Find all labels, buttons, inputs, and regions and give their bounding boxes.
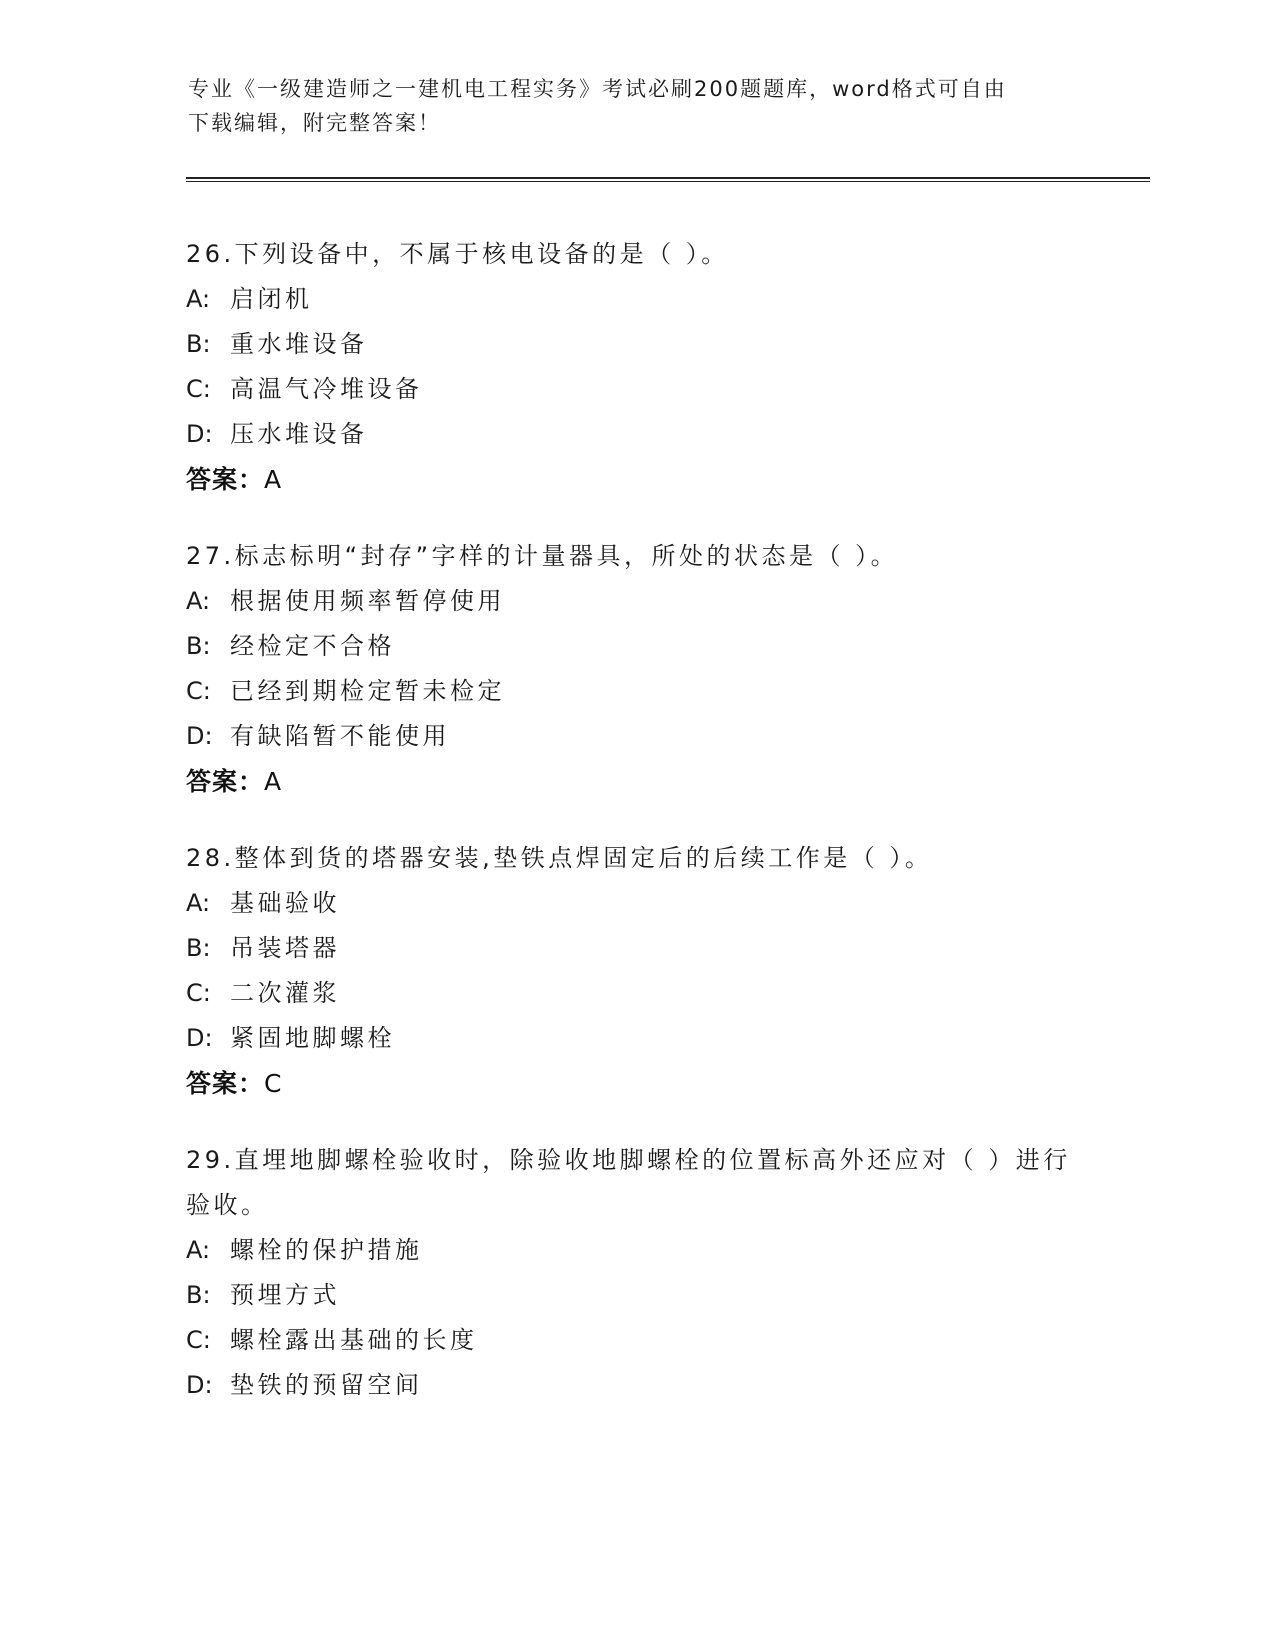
option-b <box>186 624 1086 669</box>
option-d <box>186 714 1086 759</box>
option-d <box>186 1363 1086 1408</box>
option-key: C: <box>186 979 211 1007</box>
option-c <box>186 669 1086 714</box>
option-text: 已经到期检定暂未检定 <box>230 677 505 705</box>
question-27 <box>186 534 1086 804</box>
question-stem: 29.直埋地脚螺栓验收时，除验收地脚螺栓的位置标高外还应对（ ）进行验收。 <box>186 1146 1071 1219</box>
header-divider <box>186 177 1150 182</box>
answer-value: A <box>264 767 283 796</box>
question-29 <box>186 1138 1086 1408</box>
option-d <box>186 412 1086 457</box>
question-28 <box>186 836 1086 1106</box>
option-text: 启闭机 <box>230 285 313 313</box>
option-key: D: <box>186 1024 213 1052</box>
option-d <box>186 1016 1086 1061</box>
option-key: B: <box>186 632 211 660</box>
option-key: B: <box>186 934 211 962</box>
option-text: 螺栓露出基础的长度 <box>230 1326 478 1354</box>
option-text: 根据使用频率暂停使用 <box>230 587 505 615</box>
header-line-2: 下载编辑，附完整答案！ <box>188 111 441 135</box>
option-a <box>186 881 1086 926</box>
option-key: A: <box>186 587 211 615</box>
option-a <box>186 1228 1086 1273</box>
answer-label: 答案： <box>186 767 265 796</box>
answer-line <box>186 1061 1086 1106</box>
option-c <box>186 367 1086 412</box>
option-text: 预埋方式 <box>230 1281 340 1309</box>
option-key: A: <box>186 285 211 313</box>
question-stem: 28.整体到货的塔器安装,垫铁点焊固定后的后续工作是（ ）。 <box>186 844 933 872</box>
option-text: 有缺陷暂不能使用 <box>230 722 450 750</box>
option-b <box>186 322 1086 367</box>
option-text: 经检定不合格 <box>230 632 395 660</box>
option-text: 二次灌浆 <box>230 979 340 1007</box>
option-b <box>186 926 1086 971</box>
option-text: 吊装塔器 <box>230 934 340 962</box>
option-c <box>186 971 1086 1016</box>
option-b <box>186 1273 1086 1318</box>
option-key: D: <box>186 1371 213 1399</box>
option-key: A: <box>186 1236 211 1264</box>
option-key: B: <box>186 1281 211 1309</box>
option-text: 压水堆设备 <box>230 420 368 448</box>
question-stem: 26.下列设备中，不属于核电设备的是（ ）。 <box>186 240 729 268</box>
header-line-1: 专业《一级建造师之一建机电工程实务》考试必刷200题题库，word格式可自由 <box>188 77 1007 101</box>
question-list <box>186 232 1086 1440</box>
answer-line <box>186 759 1086 804</box>
option-a <box>186 579 1086 624</box>
answer-label: 答案： <box>186 1069 265 1098</box>
option-key: B: <box>186 330 211 358</box>
option-key: A: <box>186 889 211 917</box>
option-text: 高温气冷堆设备 <box>230 375 423 403</box>
option-c <box>186 1318 1086 1363</box>
option-text: 基础验收 <box>230 889 340 917</box>
option-text: 重水堆设备 <box>230 330 368 358</box>
question-26 <box>186 232 1086 502</box>
question-stem: 27.标志标明“封存”字样的计量器具，所处的状态是（ ）。 <box>186 542 899 570</box>
answer-line <box>186 457 1086 502</box>
option-a <box>186 277 1086 322</box>
answer-label: 答案： <box>186 465 265 494</box>
option-key: C: <box>186 677 211 705</box>
option-text: 螺栓的保护措施 <box>230 1236 423 1264</box>
option-text: 紧固地脚螺栓 <box>230 1024 395 1052</box>
option-text: 垫铁的预留空间 <box>230 1371 423 1399</box>
option-key: D: <box>186 420 213 448</box>
option-key: C: <box>186 375 211 403</box>
option-key: C: <box>186 1326 211 1354</box>
document-header <box>188 72 1068 140</box>
answer-value: A <box>264 465 283 494</box>
option-key: D: <box>186 722 213 750</box>
answer-value: C <box>264 1069 283 1098</box>
